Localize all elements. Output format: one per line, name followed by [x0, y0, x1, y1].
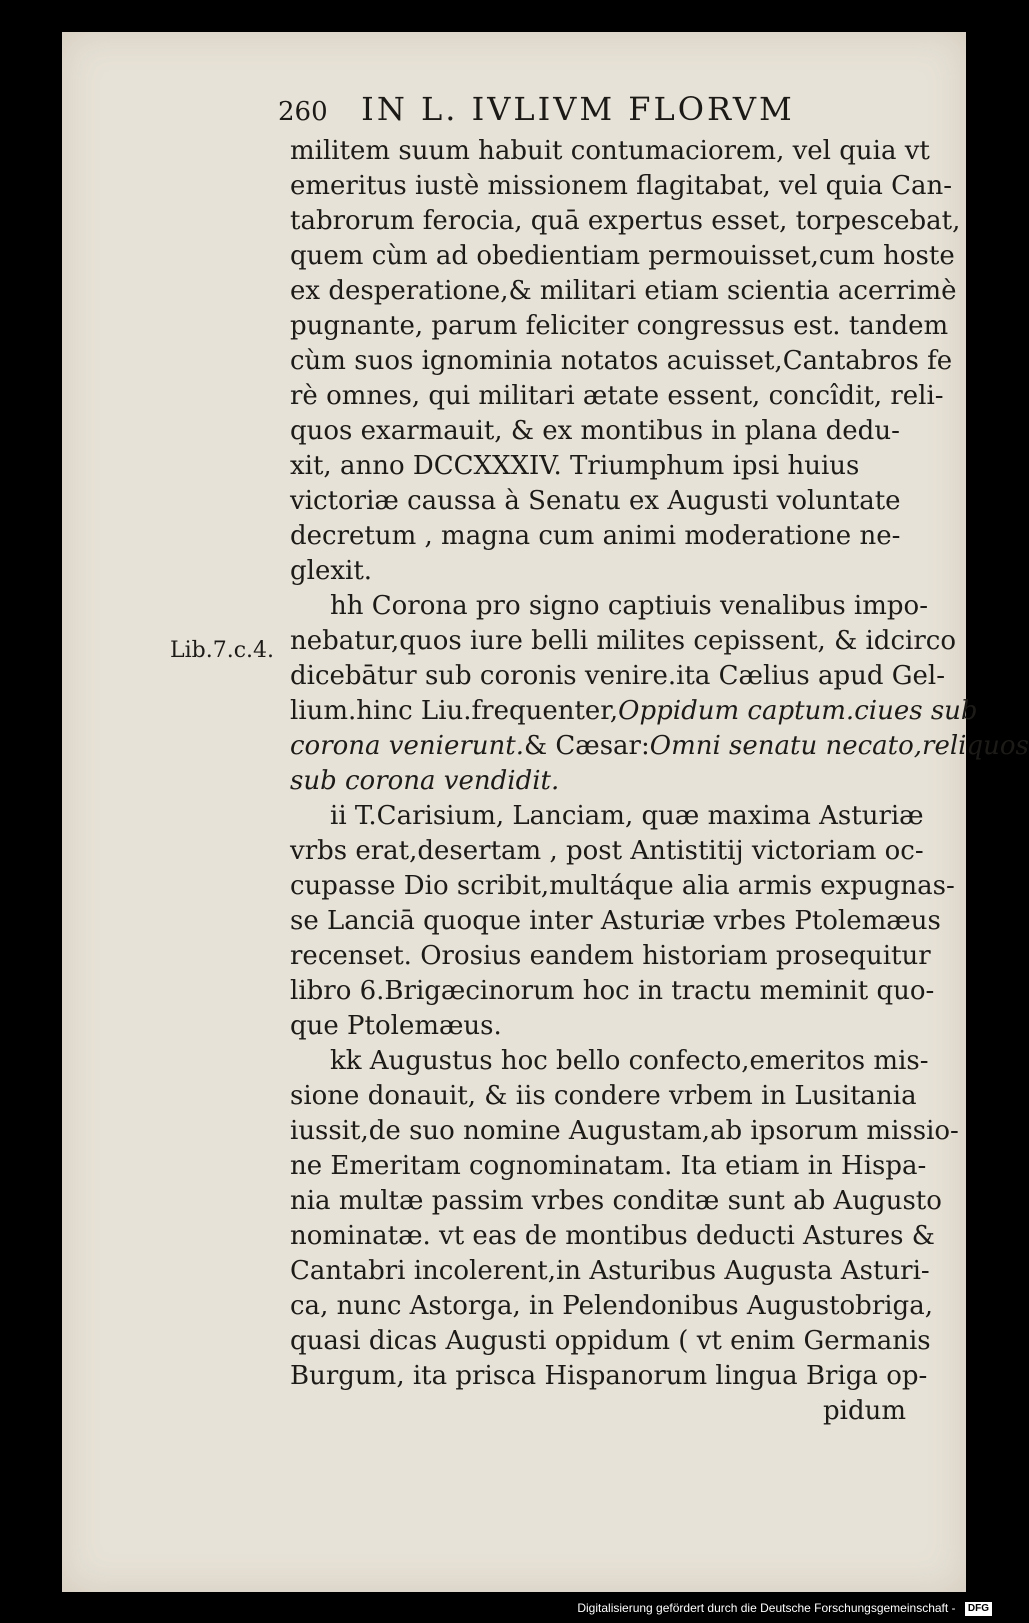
text-line	[290, 694, 978, 729]
text-line: kk Augustus hoc bello confecto,emeritos mis-	[330, 1046, 929, 1076]
text-line: ne Emeritam cognominatam. Ita etiam in Hispa-	[290, 1151, 927, 1181]
text-line: nia multæ passim vrbes conditæ sunt ab Augusto	[290, 1186, 942, 1216]
text-line: nebatur,quos iure belli milites cepissent, & idcirco	[290, 626, 956, 656]
text-line: xit, anno DCCXXXIV. Triumphum ipsi huius	[290, 451, 860, 481]
text-line: quem cùm ad obedientiam permouisset,cum hoste	[290, 241, 955, 271]
running-head	[278, 90, 918, 128]
text-segment: & Cæsar:	[523, 731, 650, 761]
text-line: militem suum habuit contumaciorem, vel quia vt	[290, 136, 930, 166]
text-line: recenset. Orosius eandem historiam prosequitur	[290, 941, 931, 971]
text-line: dicebātur sub coronis venire.ita Cælius apud Gel-	[290, 661, 946, 691]
book-page	[62, 32, 1029, 1592]
text-segment: lium.hinc Liu.frequenter,	[290, 696, 619, 726]
text-line: glexit.	[290, 556, 373, 586]
text-line: ii T.Carisium, Lanciam, quæ maxima Asturiæ	[330, 801, 924, 831]
text-line: sione donauit, & iis condere vrbem in Lusitania	[290, 1081, 917, 1111]
page-number: 260	[278, 97, 328, 127]
text-line: hh Corona pro signo captiuis venalibus impo-	[330, 591, 928, 621]
text-line: ca, nunc Astorga, in Pelendonibus Augustobriga,	[290, 1291, 933, 1321]
text-line: iussit,de suo nomine Augustam,ab ipsorum missio-	[290, 1116, 959, 1146]
dfg-logo: DFG	[965, 1602, 992, 1616]
text-line: sub corona vendidit.	[290, 766, 560, 796]
text-line: quasi dicas Augusti oppidum ( vt enim Germanis	[290, 1326, 931, 1356]
text-line: cùm suos ignominia notatos acuisset,Cantabros fe	[290, 346, 953, 376]
text-line: decretum , magna cum animi moderatione ne-	[290, 521, 901, 551]
text-line: vrbs erat,desertam , post Antistitij victoriam oc-	[290, 836, 924, 866]
body-text	[290, 134, 1029, 1429]
italic-quote: Omni senatu necato,reliquos	[649, 731, 1029, 761]
footer-bar	[0, 1596, 1000, 1623]
text-line	[290, 729, 1029, 764]
text-line: cupasse Dio scribit,multáque alia armis expugnas-	[290, 871, 955, 901]
running-title: IN L. IVLIVM FLORVM	[361, 90, 795, 128]
text-line: rè omnes, qui militari ætate essent, concîdit, reli-	[290, 381, 944, 411]
text-line: victoriæ caussa à Senatu ex Augusti voluntate	[290, 486, 901, 516]
text-line: Burgum, ita prisca Hispanorum lingua Briga op-	[290, 1361, 928, 1391]
margin-note: Lib.7.c.4.	[170, 638, 275, 663]
catchword: pidum	[822, 1396, 906, 1426]
text-line: que Ptolemæus.	[290, 1011, 502, 1041]
text-line: ex desperatione,& militari etiam scientia acerrimè	[290, 276, 957, 306]
text-line: pugnante, parum feliciter congressus est. tandem	[290, 311, 949, 341]
text-line: libro 6.Brigæcinorum hoc in tractu meminit quo-	[290, 976, 935, 1006]
text-line: Cantabri incolerent,in Asturibus Augusta Asturi-	[290, 1256, 930, 1286]
text-line: emeritus iustè missionem flagitabat, vel quia Can-	[290, 171, 953, 201]
text-line: tabrorum ferocia, quā expertus esset, torpescebat,	[290, 206, 961, 236]
footer-credit: Digitalisierung gefördert durch die Deutsche Forschungsgemeinschaft -	[577, 1601, 956, 1615]
italic-quote: corona venierunt.	[290, 731, 524, 761]
text-line: se Lanciā quoque inter Asturiæ vrbes Ptolemæus	[290, 906, 941, 936]
text-line: nominatæ. vt eas de montibus deducti Astures &	[290, 1221, 935, 1251]
italic-quote: Oppidum captum.ciues sub	[618, 696, 978, 726]
text-line: quos exarmauit, & ex montibus in plana dedu-	[290, 416, 900, 446]
